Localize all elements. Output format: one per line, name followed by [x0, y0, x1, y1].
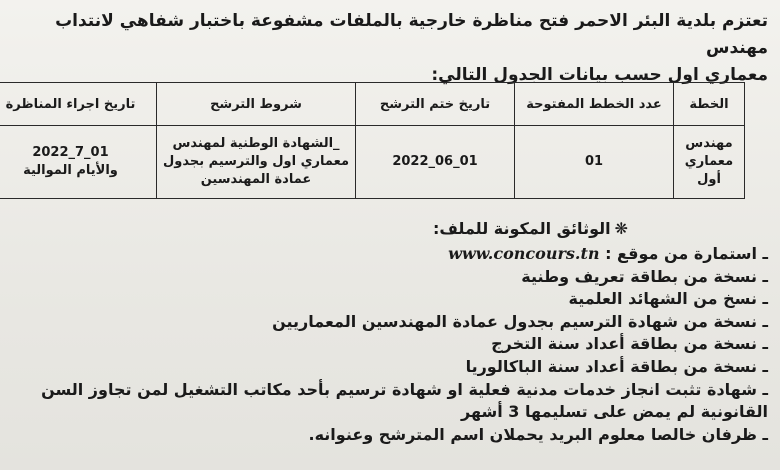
- documents-heading: [433, 219, 628, 238]
- star-bullet-icon: ❋: [614, 219, 628, 238]
- exam-date-extra: والأيام الموالية: [23, 163, 118, 178]
- header-plan: الخطة: [674, 83, 745, 126]
- exam-date-value: 2022_7_01: [32, 145, 109, 160]
- close-date-value: 2022_06_01: [392, 154, 478, 169]
- table-header-row: [0, 83, 745, 126]
- announcement-intro: [8, 8, 768, 89]
- list-item: ـ نسخة من بطاقة أعداد سنة الباكالوريا: [465, 356, 768, 376]
- intro-line-1: تعتزم بلدية البئر الاحمر فتح مناظرة خارجية بالملفات مشفوعة باختبار شفاهي لانتداب مهندس: [55, 11, 768, 58]
- list-item: ـ نسخة من شهادة الترسيم بجدول عمادة المهندسين المعماريين: [272, 311, 768, 331]
- header-open-count: عدد الخطط المفتوحة: [515, 83, 674, 126]
- cell-plan: مهندس معماري أول: [674, 126, 745, 199]
- list-item: ـ ظرفان خالصا معلوم البريد يحملان اسم المترشح وعنوانه.: [308, 424, 768, 444]
- header-exam-date: تاريخ اجراء المناظرة: [0, 83, 157, 126]
- list-item: ـ نسخ من الشهائد العلمية: [568, 289, 768, 309]
- doc-item-form: ـ استمارة من موقع :: [605, 244, 768, 263]
- documents-list: [8, 243, 768, 446]
- list-item: [8, 243, 768, 266]
- cell-conditions: _الشهادة الوطنية لمهندس معماري اول والترسيم بجدول عمادة المهندسين: [157, 126, 356, 199]
- documents-title: الوثائق المكونة للملف:: [432, 219, 611, 238]
- list-item: ـ نسخة من بطاقة تعريف وطنية: [521, 266, 768, 286]
- table-row: [0, 126, 745, 199]
- header-close-date: تاريخ ختم الترشح: [356, 83, 515, 126]
- cell-close-date: [356, 126, 515, 199]
- positions-table: [0, 82, 745, 199]
- list-item: ـ شهادة تثبت انجاز خدمات مدنية فعلية او شهادة ترسيم بأحد مكاتب التشغيل لمن تجاوز السن القانونية لم يمض على تسليمها 3 أشهر: [41, 379, 768, 422]
- positions-table-wrapper: [5, 82, 745, 199]
- list-item: ـ نسخة من بطاقة أعداد سنة التخرج: [491, 334, 768, 354]
- header-conditions: شروط الترشح: [157, 83, 356, 126]
- cell-open-count: 01: [515, 126, 674, 199]
- website-link[interactable]: www.concours.tn: [448, 244, 600, 263]
- cell-exam-date: [0, 126, 157, 199]
- intro-line-2: معماري اول حسب بيانات الجدول التالي:: [431, 65, 768, 85]
